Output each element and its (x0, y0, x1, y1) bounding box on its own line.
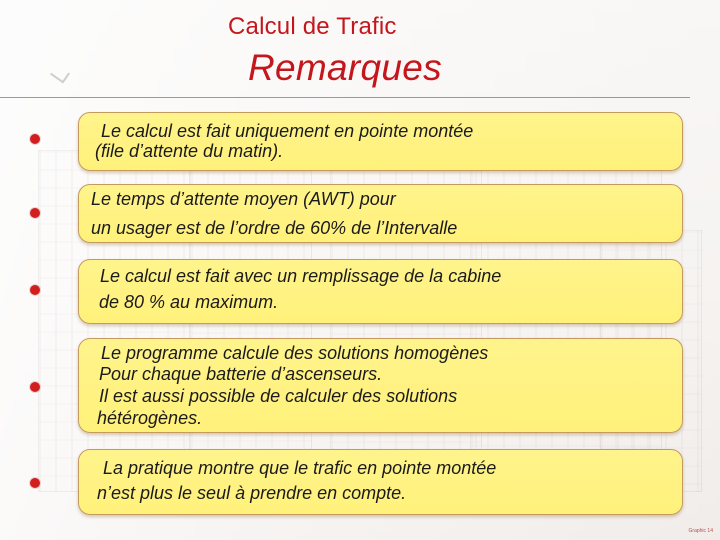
slide-title: Calcul de Trafic (228, 13, 397, 40)
slide-subtitle: Remarques (248, 47, 442, 88)
note-line: Le programme calcule des solutions homogènes (101, 343, 489, 363)
bullet-icon (30, 208, 40, 218)
slide-footer: Graphic 14 (688, 528, 713, 534)
note-line: La pratique montre que le trafic en pointe montée (103, 458, 497, 478)
note-line: un usager est de l’ordre de 60% de l’Intervalle (91, 218, 458, 238)
note-card (78, 338, 683, 433)
note-line: Pour chaque batterie d’ascenseurs. (99, 364, 383, 384)
note-line: Il est aussi possible de calculer des solutions (99, 386, 458, 406)
bullet-icon (30, 478, 40, 488)
note-card (78, 112, 683, 171)
note-line: hétérogènes. (97, 408, 203, 428)
note-line: de 80 % au maximum. (99, 292, 279, 312)
note-line: Le calcul est fait avec un remplissage de la cabine (100, 266, 502, 286)
note-card (78, 449, 683, 515)
note-card (78, 184, 683, 243)
bullet-icon (30, 285, 40, 295)
note-line: Le temps d’attente moyen (AWT) pour (91, 189, 396, 209)
note-line: Le calcul est fait uniquement en pointe montée (101, 121, 474, 141)
note-line: n’est plus le seul à prendre en compte. (97, 483, 407, 503)
bullet-icon (30, 134, 40, 144)
bullet-icon (30, 382, 40, 392)
note-card (78, 259, 683, 324)
title-divider (0, 97, 690, 98)
note-line: (file d’attente du matin). (95, 141, 284, 161)
